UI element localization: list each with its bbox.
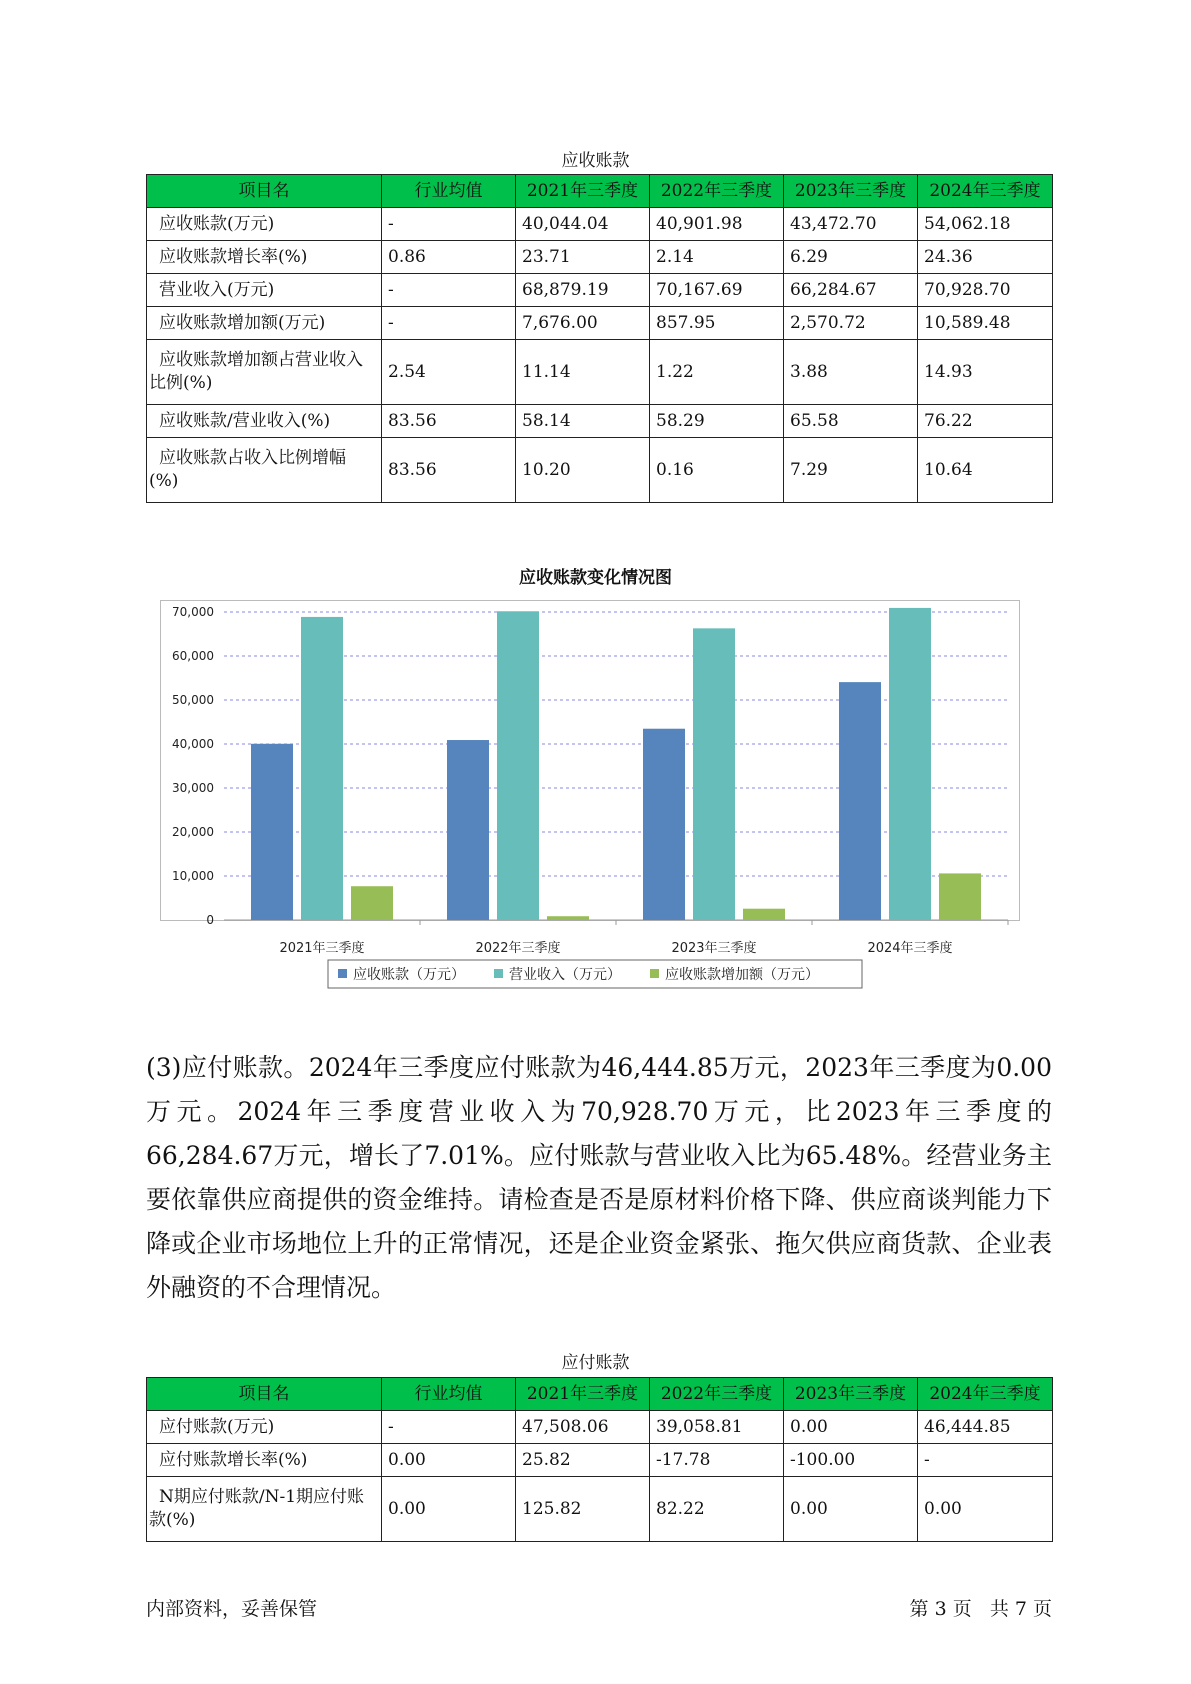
y-tick-label: 50,000	[172, 693, 214, 707]
table-cell: 6.29	[784, 241, 918, 274]
header-cell: 2024年三季度	[918, 1378, 1053, 1411]
table-cell: 0.00	[382, 1477, 516, 1542]
table-cell: 70,167.69	[650, 274, 784, 307]
table-cell: -	[382, 307, 516, 340]
row-label: 应收账款增加额占营业收入比例(%)	[147, 340, 382, 405]
table-cell: 0.00	[918, 1477, 1053, 1542]
header-cell: 行业均值	[382, 1378, 516, 1411]
table-row	[147, 340, 1053, 405]
table-cell: 10,589.48	[918, 307, 1053, 340]
chart-title: 应收账款变化情况图	[519, 568, 672, 588]
bar	[693, 628, 735, 920]
table-row	[147, 307, 1053, 340]
y-tick-label: 0	[206, 913, 214, 927]
table-cell: 14.93	[918, 340, 1053, 405]
header-cell: 行业均值	[382, 175, 516, 208]
table-cell: 857.95	[650, 307, 784, 340]
analysis-paragraph: (3)应付账款。2024年三季度应付账款为46,444.85万元，2023年三季度为0.00万元。2024年三季度营业收入为70,928.70万元，比2023年三季度的66,284.67万元，增长了7.01%。应付账款与营业收入比为65.48%。经营业务主要依靠供应商提供的资金维持。请检查是否是原材料价格下降、供应商谈判能力下降或企业市场地位上升的正常情况，还是企业资金紧张、拖欠供应商货款、企业表外融资的不合理情况。	[146, 1053, 1052, 1302]
row-label: N期应付账款/N-1期应付账款(%)	[147, 1477, 382, 1542]
table-cell: 58.14	[516, 405, 650, 438]
table-row	[147, 208, 1053, 241]
table-header-row	[147, 1378, 1053, 1411]
table-cell: 39,058.81	[650, 1411, 784, 1444]
y-tick-label: 60,000	[172, 649, 214, 663]
table-row	[147, 1477, 1053, 1542]
header-cell: 2021年三季度	[516, 175, 650, 208]
table-cell: 54,062.18	[918, 208, 1053, 241]
table-row	[147, 274, 1053, 307]
row-label: 应收账款占收入比例增幅(%)	[147, 438, 382, 503]
x-tick-label: 2024年三季度	[867, 941, 953, 956]
table-cell: -	[382, 208, 516, 241]
table-cell: 68,879.19	[516, 274, 650, 307]
table-cell: 83.56	[382, 438, 516, 503]
receivables-bar-chart	[160, 600, 1020, 1000]
row-label: 应付账款(万元)	[147, 1411, 382, 1444]
table-cell: 0.00	[382, 1444, 516, 1477]
table-cell: 76.22	[918, 405, 1053, 438]
table-cell: 7.29	[784, 438, 918, 503]
row-label: 应收账款增加额(万元)	[147, 307, 382, 340]
table-header-row	[147, 175, 1053, 208]
table-cell: 0.00	[784, 1411, 918, 1444]
bar	[547, 916, 589, 920]
table-cell: 47,508.06	[516, 1411, 650, 1444]
y-tick-label: 70,000	[172, 605, 214, 619]
table-cell: -17.78	[650, 1444, 784, 1477]
x-tick-label: 2022年三季度	[475, 941, 561, 956]
legend-label: 营业收入（万元）	[509, 967, 621, 983]
table-cell: 25.82	[516, 1444, 650, 1477]
table-cell: 46,444.85	[918, 1411, 1053, 1444]
header-cell: 2023年三季度	[784, 175, 918, 208]
table-row	[147, 1411, 1053, 1444]
header-cell: 2021年三季度	[516, 1378, 650, 1411]
table-row	[147, 405, 1053, 438]
table-cell: 11.14	[516, 340, 650, 405]
bar	[743, 909, 785, 920]
table-cell: 10.64	[918, 438, 1053, 503]
y-tick-label: 20,000	[172, 825, 214, 839]
table-cell: 43,472.70	[784, 208, 918, 241]
bar	[447, 740, 489, 920]
table-cell: -100.00	[784, 1444, 918, 1477]
footer-confidential: 内部资料，妥善保管	[146, 1598, 318, 1620]
table-cell: 40,044.04	[516, 208, 650, 241]
table-cell: 7,676.00	[516, 307, 650, 340]
table-cell: -	[918, 1444, 1053, 1477]
table-cell: 23.71	[516, 241, 650, 274]
table-cell: 66,284.67	[784, 274, 918, 307]
payables-table	[146, 1377, 1053, 1542]
table-cell: 0.16	[650, 438, 784, 503]
table-cell: 83.56	[382, 405, 516, 438]
table-row	[147, 241, 1053, 274]
x-tick-label: 2021年三季度	[279, 941, 365, 956]
table-cell: 70,928.70	[918, 274, 1053, 307]
table-cell: 24.36	[918, 241, 1053, 274]
legend-swatch	[338, 969, 347, 978]
header-cell: 项目名	[147, 175, 382, 208]
row-label: 应收账款/营业收入(%)	[147, 405, 382, 438]
bar	[939, 873, 981, 920]
bar	[497, 611, 539, 920]
table-row	[147, 1444, 1053, 1477]
header-cell: 2024年三季度	[918, 175, 1053, 208]
table-cell: 2.54	[382, 340, 516, 405]
row-label: 应付账款增长率(%)	[147, 1444, 382, 1477]
legend-swatch	[650, 969, 659, 978]
header-cell: 项目名	[147, 1378, 382, 1411]
table1-caption: 应收账款	[561, 151, 630, 171]
y-tick-label: 10,000	[172, 869, 214, 883]
table-cell: 3.88	[784, 340, 918, 405]
legend-label: 应收账款增加额（万元）	[665, 967, 819, 983]
row-label: 应收账款增长率(%)	[147, 241, 382, 274]
bar	[643, 729, 685, 920]
table-cell: 2.14	[650, 241, 784, 274]
table-cell: -	[382, 274, 516, 307]
y-tick-label: 40,000	[172, 737, 214, 751]
y-tick-label: 30,000	[172, 781, 214, 795]
bar	[301, 617, 343, 920]
legend-swatch	[494, 969, 503, 978]
table-cell: 58.29	[650, 405, 784, 438]
table-cell: -	[382, 1411, 516, 1444]
table-cell: 65.58	[784, 405, 918, 438]
table-cell: 10.20	[516, 438, 650, 503]
x-tick-label: 2023年三季度	[671, 941, 757, 956]
table-cell: 0.86	[382, 241, 516, 274]
row-label: 营业收入(万元)	[147, 274, 382, 307]
bar	[839, 682, 881, 920]
table-cell: 0.00	[784, 1477, 918, 1542]
bar	[889, 608, 931, 920]
row-label: 应收账款(万元)	[147, 208, 382, 241]
footer-page-number: 第 3 页 共 7 页	[909, 1598, 1052, 1620]
receivables-table	[146, 174, 1053, 503]
header-cell: 2022年三季度	[650, 175, 784, 208]
table-row	[147, 438, 1053, 503]
table2-caption: 应付账款	[561, 1353, 630, 1373]
header-cell: 2022年三季度	[650, 1378, 784, 1411]
legend-label: 应收账款（万元）	[353, 967, 465, 983]
table-cell: 40,901.98	[650, 208, 784, 241]
table-cell: 82.22	[650, 1477, 784, 1542]
table-cell: 125.82	[516, 1477, 650, 1542]
table-cell: 2,570.72	[784, 307, 918, 340]
bar	[351, 886, 393, 920]
table-cell: 1.22	[650, 340, 784, 405]
header-cell: 2023年三季度	[784, 1378, 918, 1411]
bar	[251, 744, 293, 920]
